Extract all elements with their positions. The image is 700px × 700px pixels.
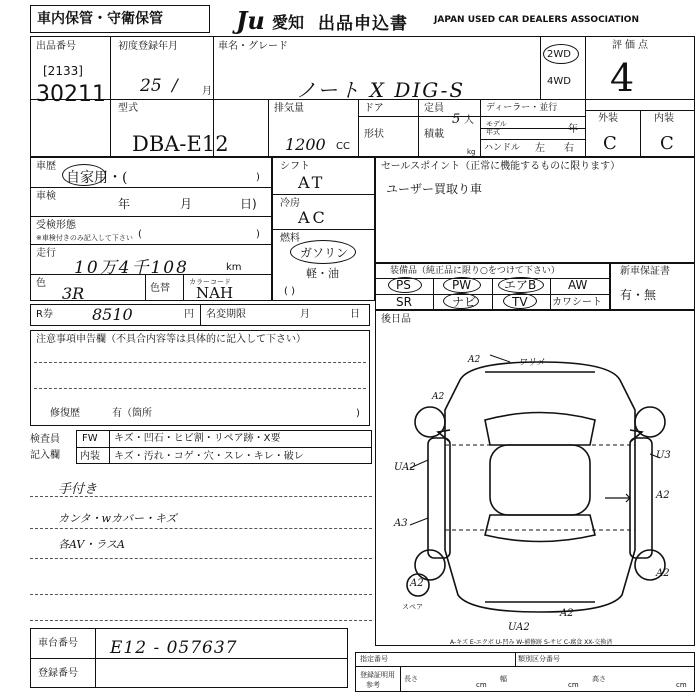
dealer-label: ディーラー・並行 (486, 103, 558, 113)
inspection-month: 月 (180, 197, 193, 211)
row-divider (272, 194, 375, 195)
color-value: 3R (62, 284, 85, 303)
equipment-ps: PS (396, 278, 411, 292)
capacity-unit: 人 (464, 115, 474, 126)
ju-logo: Ju (236, 6, 265, 35)
shape-label: 形状 (364, 129, 384, 140)
equipment-tv: TV (512, 295, 528, 309)
damage-mark: U3 (656, 450, 671, 461)
damage-mark: A3 (394, 518, 408, 529)
col-divider (145, 274, 146, 301)
col-divider (515, 652, 516, 666)
spare-label: スペア (402, 603, 423, 611)
attention-label: 注意事項申告欄（不具合内容等は具体的に記入して下さい） (36, 334, 306, 345)
recycle-value: 8510 (92, 305, 133, 324)
equipment-ps-circle (388, 277, 422, 293)
equipment-airbag-circle (498, 277, 544, 293)
handle-label: ハンドル (484, 143, 521, 153)
line-dashed (30, 620, 372, 621)
width-cm: cm (568, 681, 579, 689)
inspection-year: 年 (118, 197, 131, 211)
load-label: 積載 (424, 129, 444, 140)
length-label: 長さ (404, 675, 418, 683)
acceptance-note: ※車検付きのみ記入して下さい (36, 234, 133, 242)
height-label: 高さ (592, 675, 606, 683)
color-tone-label: 色替 (150, 283, 170, 294)
exterior-value: C (603, 133, 617, 154)
damage-legend: A-キズ E-エクボ U-凹み W-補修跡 S-サビ C-腐食 XX-交換済 (450, 639, 613, 646)
inspector-in-tag: 内装 (80, 451, 100, 462)
height-cm: cm (676, 681, 687, 689)
inspector-label-1: 検査員 (30, 434, 60, 445)
equipment-airbag: エアB (504, 278, 537, 292)
interior-value: C (660, 133, 674, 154)
model-label: 車名・グレード (218, 41, 288, 52)
capacity-value: 5 (452, 112, 461, 127)
chassis-value: E12 - 057637 (110, 638, 238, 658)
registration-slash: / (172, 76, 178, 96)
width-label: 幅 (500, 675, 507, 683)
registration-label: 初度登録年月 (118, 41, 178, 52)
fuel-diesel: 軽・油 (306, 267, 339, 280)
inspector-label-2: 記入欄 (30, 450, 60, 461)
handle-right: 右 (564, 143, 574, 154)
inspector-fw-items: キズ・凹石・ヒビ割・リペア跡・X要 (114, 433, 281, 444)
handle-left: 左 (535, 143, 545, 154)
org-name: 愛知 (272, 13, 305, 32)
line-dashed (34, 362, 366, 363)
col-divider (585, 36, 586, 157)
damage-mark: A2 (468, 355, 481, 365)
designated-label: 指定番号 (360, 655, 388, 663)
note-line-1: 手付き (58, 482, 98, 497)
length-cm: cm (476, 681, 487, 689)
history-label: 車歴 (36, 161, 56, 172)
lot-label: 出品番号 (36, 41, 76, 52)
color-label: 色 (36, 278, 46, 289)
col-divider (95, 628, 96, 688)
lot-bracket-number: [2133] (43, 64, 83, 78)
type-label: 型式 (118, 103, 138, 114)
aircon-value: AC (298, 208, 328, 227)
inspection-label: 車検 (36, 191, 56, 202)
after-install-label: 後日品 (381, 314, 411, 325)
fuel-gas: ガソリン (300, 246, 349, 260)
damage-mark: UA2 (394, 462, 416, 473)
damage-mark: A2 (560, 608, 574, 619)
plate-label: 登録番号 (38, 668, 78, 679)
col-divider (418, 99, 419, 157)
exterior-label: 外装 (598, 113, 618, 124)
col-divider (183, 274, 184, 301)
equipment-pw: PW (452, 278, 472, 292)
shift-value: AT (298, 173, 326, 192)
equipment-seat: カワシート (552, 297, 602, 308)
model-value: ノート X DIG-S (296, 78, 466, 102)
col-divider (110, 36, 111, 157)
row-divider (76, 447, 372, 448)
name-change-month: 月 (300, 309, 310, 320)
acceptance-close: ) (256, 229, 260, 240)
acceptance-label: 受検形態 (36, 220, 76, 231)
interior-label: 内装 (654, 113, 674, 124)
aircon-label: 冷房 (280, 198, 300, 209)
line-dashed (30, 528, 372, 529)
name-change-label: 名変期限 (206, 309, 246, 320)
col-divider (540, 36, 541, 99)
col-divider (200, 304, 201, 326)
acceptance-open: ( (138, 229, 142, 240)
load-unit: kg (467, 148, 476, 156)
history-close: ) (256, 172, 260, 183)
displacement-unit: CC (336, 141, 350, 152)
equipment-tv-circle (503, 293, 537, 309)
col-divider (433, 278, 434, 310)
sales-block (375, 157, 695, 263)
registration-year: 25 (140, 76, 162, 96)
col-divider (109, 430, 110, 464)
line-dashed (30, 558, 372, 559)
row-divider (30, 658, 348, 659)
repair-label: 修復歴 (50, 408, 80, 419)
capacity-label: 定員 (424, 103, 444, 114)
col-divider (268, 99, 269, 157)
sales-point-label: セールスポイント（正常に機能するものに限ります） (381, 161, 621, 172)
col-divider (640, 110, 641, 157)
row-divider (30, 244, 272, 245)
shift-label: シフト (280, 161, 310, 172)
storage-title: 車内保管・守衛保管 (37, 11, 163, 27)
equipment-navi-circle (443, 293, 479, 309)
drive-4wd: 4WD (547, 76, 571, 87)
inspector-fw-tag: FW (82, 433, 98, 444)
inspector-in-items: キズ・汚れ・コゲ・穴・スレ・キレ・破レ (114, 451, 304, 462)
col-divider (400, 666, 401, 692)
line-dashed (34, 388, 366, 389)
damage-mark: A2 (656, 490, 670, 501)
equipment-label: 装備品（純正品に限り○をつけて下さい） (390, 266, 560, 276)
recycle-label: R券 (36, 309, 53, 320)
inspection-day: 日) (240, 197, 257, 211)
history-options: 自家用・( (66, 170, 128, 186)
fuel-paren: ( ) (284, 286, 295, 297)
type-value: DBA-E12 (132, 132, 229, 156)
association-name: JAPAN USED CAR DEALERS ASSOCIATION (434, 15, 639, 25)
equipment-navi: ナビ (452, 295, 477, 309)
row-divider (272, 229, 375, 230)
model-year-label: モデル年式 (486, 120, 507, 136)
grade-label: 評価点 (612, 40, 651, 51)
warranty-value: 有・無 (620, 288, 657, 302)
sales-point-value: ユーザー買取り車 (386, 182, 483, 196)
grade-value: 4 (610, 56, 635, 100)
damage-mark: A2 (432, 392, 445, 402)
form-title: 出品申込書 (318, 14, 408, 34)
cert-label: 登録証明用 (360, 671, 395, 679)
model-year-unit: 年 (568, 124, 578, 135)
equipment-sr: SR (396, 295, 412, 309)
equipment-pw-circle (443, 277, 481, 293)
damage-mark: UA2 (508, 622, 530, 633)
chassis-label: 車台番号 (38, 638, 78, 649)
row-divider (30, 216, 272, 217)
doors-label: ドア (364, 103, 384, 114)
recycle-unit: 円 (184, 309, 194, 320)
color-code-value: NAH (196, 284, 234, 302)
col-divider (550, 278, 551, 310)
row-divider (30, 187, 272, 188)
equipment-aw: AW (568, 278, 588, 292)
row-divider (480, 139, 585, 140)
displacement-label: 排気量 (274, 103, 304, 114)
damage-mark: A2 (656, 568, 670, 579)
fuel-label: 燃料 (280, 233, 300, 244)
color-code-label: カラーコード (189, 278, 231, 286)
mileage-value: 10万4千108 (74, 258, 189, 278)
col-divider (492, 278, 493, 310)
fuel-gas-circle (290, 240, 356, 264)
displacement-value: 1200 (285, 135, 326, 154)
repair-close: ) (356, 408, 360, 419)
col-divider (358, 99, 359, 157)
cert-ref: 参考 (366, 681, 380, 689)
note-line-3: 各AV・ラスA (58, 538, 125, 551)
history-private-circle (62, 164, 106, 186)
registration-month-unit: 月 (202, 86, 212, 97)
row-divider (585, 110, 695, 111)
category-label: 類別区分番号 (518, 655, 560, 663)
line-dashed (30, 594, 372, 595)
name-change-day: 日 (350, 309, 360, 320)
repair-value: 有（箇所 (112, 408, 152, 419)
warranty-label: 新車保証書 (620, 266, 670, 277)
row-divider (355, 666, 695, 667)
drive-2wd: 2WD (547, 49, 571, 60)
mileage-label: 走行 (36, 248, 56, 259)
mileage-unit: km (226, 262, 242, 273)
note-line-2: カンタ・wカバー・キズ (58, 512, 177, 525)
damage-mark: A2 (410, 578, 424, 589)
damage-mark: ワリメ (518, 358, 545, 368)
lot-number: 30211 (36, 82, 106, 107)
